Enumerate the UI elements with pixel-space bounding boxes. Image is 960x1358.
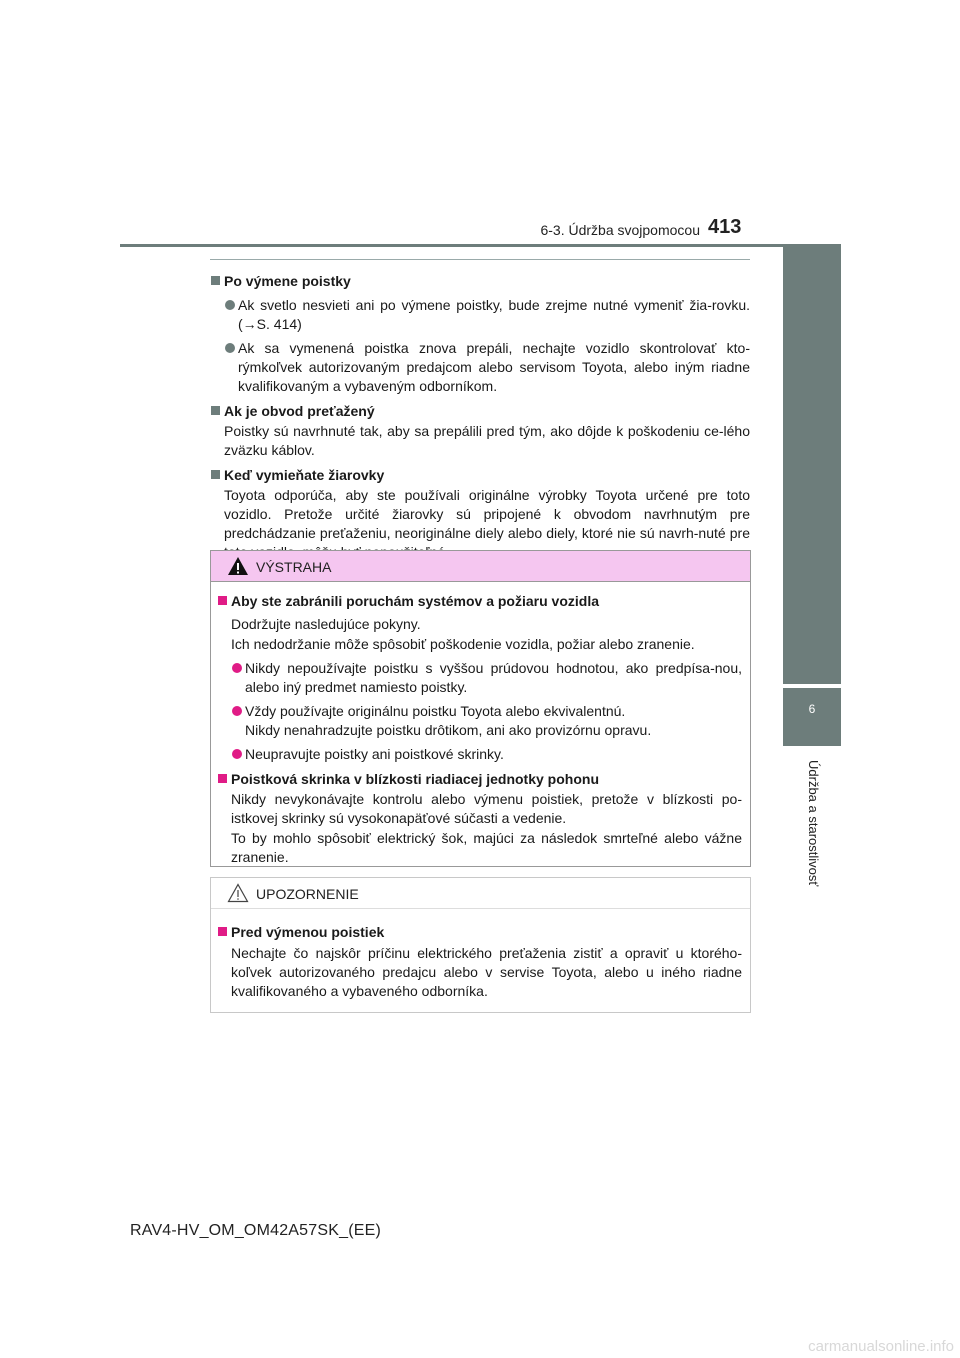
warning-heading: Aby ste zabránili poruchám systémov a požiaru vozidla — [217, 592, 742, 611]
section-title: 6-3. Údržba svojpomocou — [540, 222, 700, 238]
side-tab-bar — [783, 246, 841, 684]
chapter-number: 6 — [808, 702, 816, 716]
bullet-item: Ak sa vymenená poistka znova prepáli, nechajte vozidlo skontrolovať kto-rýmkoľvek autorizovaným predajcom alebo servisom Toyota, alebo iným riadne kvalifikovaným a vybaveným odborníkom. — [210, 339, 750, 396]
paragraph: Poistky sú navrhnuté tak, aby sa prepálili pred tým, ako dôjde k poškodeniu ce-lého zväzku káblov. — [224, 423, 750, 458]
chapter-label: Údržba a starostlivosť — [806, 760, 821, 887]
model-code: RAV4-HV_OM_OM42A57SK_(EE) — [130, 1222, 382, 1239]
warning-header — [211, 551, 750, 582]
warning-icon — [227, 556, 249, 576]
section-heading: Keď vymieňate žiarovky — [210, 466, 750, 485]
bullet-item: Ak svetlo nesvieti ani po výmene poistky, bude zrejme nutné vymeniť žia-rovku. (→S. 414) — [210, 296, 750, 334]
caution-box — [210, 877, 751, 1013]
content-rule — [210, 259, 750, 260]
caution-body — [211, 909, 750, 1001]
bullet-line: Nikdy nenahradzujte poistku drôtikom, ani ako provizórnu opravu. — [245, 722, 652, 738]
caution-title: UPOZORNENIE — [256, 886, 359, 902]
header-rule — [120, 244, 841, 247]
bullet-item: Nikdy nepoužívajte poistku s vyššou prúdovou hodnotou, ako predpísa-nou, alebo iný predmet namiesto poistky. — [217, 659, 742, 697]
watermark: carmanualsonline.info — [808, 1338, 954, 1355]
paragraph: To by mohlo spôsobiť elektrický šok, majúci za následok smrteľné alebo vážne zranenie. — [231, 830, 742, 865]
paragraph: Nechajte čo najskôr príčinu elektrického preťaženia zistiť a opraviť u ktorého-koľvek autorizovaného predajcu alebo v servise Toyota, alebo u iného riadne kvalifikovaného a vybaveného odborníka. — [231, 945, 742, 999]
paragraph: Toyota odporúča, aby ste používali originálne výrobky Toyota určené pre toto vozidlo. Pretože určité žiarovky sú pripojené k obvodom navrhnutým pre predchádzanie preťaženiu, neoriginálne diely alebo diely, ktoré nie sú navrh-nuté pre — [224, 487, 750, 541]
paragraph: Ich nedodržanie môže spôsobiť poškodenie vozidla, požiar alebo zranenie. — [231, 636, 695, 652]
warning-heading: Poistková skrinka v blízkosti riadiacej jednotky pohonu — [217, 770, 742, 789]
bullet-line: Vždy používajte originálnu poistku Toyota alebo ekvivalentnú. — [245, 703, 626, 719]
bullet-item — [217, 702, 742, 740]
paragraph: Nikdy nevykonávajte kontrolu alebo výmenu poistiek, pretože v blízkosti po-istkovej skrinky sú vysokonapäťové súčasti a vedenie. — [231, 791, 742, 826]
caution-header — [211, 878, 750, 909]
section-heading: Ak je obvod preťažený — [210, 402, 750, 421]
chapter-tab[interactable] — [783, 688, 841, 746]
main-content — [210, 266, 750, 562]
page-number: 413 — [708, 216, 742, 238]
warning-title: VÝSTRAHA — [256, 559, 332, 575]
paragraph: Dodržujte nasledujúce pokyny. — [231, 616, 421, 632]
section-heading: Po výmene poistky — [210, 272, 750, 291]
caution-heading: Pred výmenou poistiek — [217, 923, 742, 942]
chapter-label-wrap — [753, 760, 873, 900]
warning-box — [210, 550, 751, 867]
warning-body — [211, 582, 750, 867]
caution-icon — [227, 883, 249, 903]
bullet-item: Neupravujte poistky ani poistkové skrinky. — [217, 745, 742, 764]
